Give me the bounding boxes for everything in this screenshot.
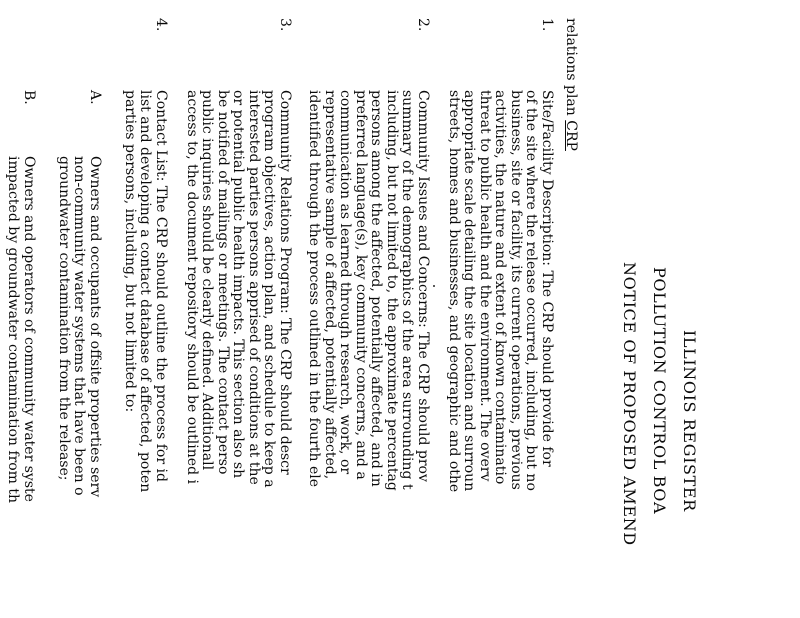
paragraph-line: identified through the process outlined in the fourth ele xyxy=(306,90,323,488)
paragraph-line: streets, homes and businesses, and geographic and othe xyxy=(446,90,462,493)
paragraph-line: program objectives, action plan, and schedule to keep a xyxy=(261,90,278,488)
paragraph-line: summary of the demographics of the area surrounding t xyxy=(399,90,416,490)
paragraph-line: threat to public health and the environment. The overv xyxy=(477,90,493,482)
subitem-paragraph xyxy=(56,156,103,497)
item-paragraph xyxy=(306,90,430,491)
item-number: 1. xyxy=(539,18,555,32)
item-number: 3. xyxy=(277,18,293,32)
paragraph-line: be notified of mailings or meetings. The contact perso xyxy=(215,90,231,475)
paragraph-line: Contact List: The CRP should outline the process for id xyxy=(153,90,169,482)
paragraph-line: Owners and occupants of offsite properties serv xyxy=(87,156,103,498)
paragraph-line: or potential public health impacts. This section also sh xyxy=(230,90,247,479)
paragraph-line: preferred language(s), key community concerns, and a xyxy=(353,90,369,480)
paragraph-line: Site/Facility Description: The CRP should provide for xyxy=(539,90,555,467)
paragraph-line: groundwater contamination from the release; xyxy=(56,156,72,481)
paragraph-line: business, site or facility, its current operations, previous xyxy=(508,90,524,490)
subitem-letter: A. xyxy=(87,90,103,105)
paragraph-line: parties persons, including, but not limited to: xyxy=(122,90,138,413)
register-title: ILLINOIS REGISTER xyxy=(680,330,699,512)
item-number: 2. xyxy=(415,18,431,32)
scan-speck xyxy=(433,285,435,287)
board-title: POLLUTION CONTROL BOA xyxy=(650,267,669,515)
paragraph-line: activities, the nature and extent of known contaminatio xyxy=(492,90,509,485)
intro-text: relations plan xyxy=(563,18,579,121)
subitem-paragraph xyxy=(5,156,36,503)
paragraph-line: Owners and operators of community water syste xyxy=(21,156,37,502)
paragraph-line: list and developing a contact database of affected, poten xyxy=(137,90,154,493)
paragraph-line: appropriate scale detailing the site location and surroun xyxy=(461,90,478,492)
item-paragraph xyxy=(446,90,555,492)
paragraph-line: impacted by groundwater contamination from th xyxy=(5,156,22,504)
notice-title: NOTICE OF PROPOSED AMEND xyxy=(620,262,639,546)
paragraph-line: non-community water systems that have been o xyxy=(71,156,88,496)
paragraph-line: public inquiries should be clearly defined. Additionall xyxy=(199,90,216,471)
paragraph-line: representative sample of affected, potentially affected, xyxy=(322,90,338,480)
paragraph-line: of the site where the release occurred, including, but no xyxy=(523,90,540,491)
item-paragraph xyxy=(184,90,293,488)
paragraph-line: Community Relations Program: The CRP should descr xyxy=(277,90,293,475)
paragraph-line: persons among the affected, potentially affected, and in xyxy=(368,90,385,487)
paragraph-line: interested parties persons apprised of conditions at the xyxy=(246,90,262,485)
item-number: 4. xyxy=(153,18,169,32)
paragraph-line: access to, the document repository should be outlined i xyxy=(184,90,200,484)
subitem-letter: B. xyxy=(21,90,37,105)
item-paragraph xyxy=(122,90,169,492)
intro-line xyxy=(563,18,579,151)
paragraph-line: Community Issues and Concerns: The CRP should prov xyxy=(415,90,431,482)
paragraph-line: including, but not limited to, the approximate percentag xyxy=(384,90,400,491)
paragraph-line: communication as learned through research, work, or xyxy=(337,90,354,475)
intro-underlined: CRP xyxy=(563,120,579,151)
